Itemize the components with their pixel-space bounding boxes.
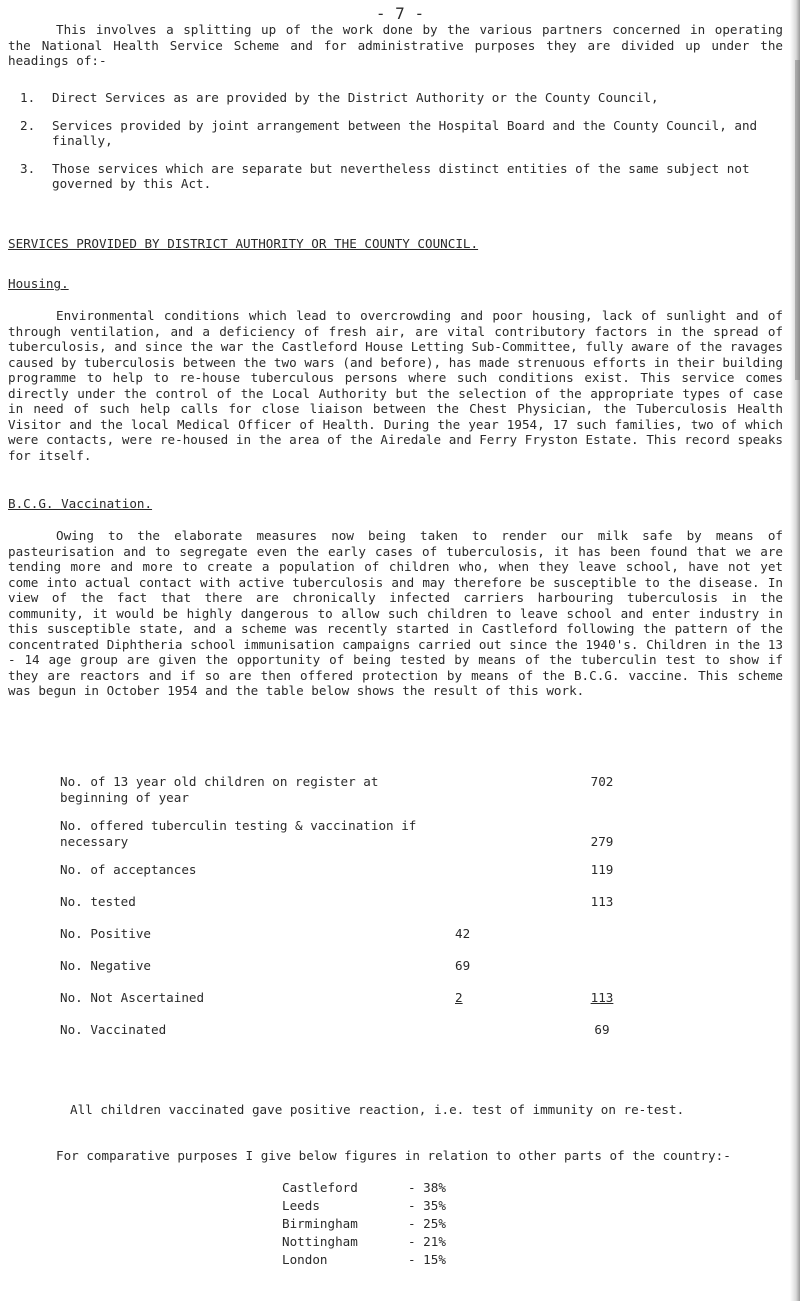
list-item: Nottingham - 21% — [282, 1234, 446, 1249]
table-row: No. Negative 69 — [60, 958, 471, 973]
list-item: 3. Those services which are separate but nevertheless distinct entities of the same subject not governed by this Act. — [20, 160, 750, 191]
list-item: Castleford - 38% — [282, 1180, 446, 1195]
housing-heading: Housing. — [8, 276, 69, 291]
comparison-list — [282, 1180, 502, 1270]
service-headings-list — [20, 90, 780, 204]
table-row: No. of 13 year old children on register at beginning of year 702 — [60, 774, 614, 805]
bcg-paragraph: Owing to the elaborate measures now being taken to render our milk safe by means of pasteurisation and to segregate even the early cases of tuberculosis, it has been found that we are tending more and more to create a population of children who, when they leave school, have not yet come into actual contact with active tuberculosis and may therefore be susceptible to the disease. In view of the fact that there are chronically infected carriers harbouring tuberculosis in the community, it would be highly dangerous to allow such children to leave school and enter industry in this susceptible state, and a scheme was recently started in Castleford following the pattern of the concentrated Diphtheria school immunisation campaigns carried out since the 1940's. Children in the 13 - 14 age group are given the opportunity of being tested by means of the tuberculin test to show if they are reactors and if so are then offered protection by means of the B.C.G. vaccine. This scheme was begun in October 1954 and the table below shows the result of this work. — [8, 528, 783, 698]
list-item: 2. Services provided by joint arrangement between the Hospital Board and the County Council, and finally, — [20, 117, 758, 148]
table-row: No. offered tuberculin testing & vaccination if necessary 279 — [60, 818, 614, 849]
table-row: No. Positive 42 — [60, 926, 471, 941]
table-row: No. of acceptances 119 — [60, 862, 614, 877]
list-item: Birmingham - 25% — [282, 1216, 446, 1231]
section-heading: SERVICES PROVIDED BY DISTRICT AUTHORITY OR THE COUNTY COUNCIL. — [8, 236, 479, 251]
list-item: Leeds - 35% — [282, 1198, 446, 1213]
list-item: 1. Direct Services as are provided by the District Authority or the County Council, — [20, 90, 659, 105]
table-row: No. tested 113 — [60, 894, 614, 909]
vaccination-note: All children vaccinated gave positive reaction, i.e. test of immunity on re-test. — [70, 1102, 685, 1117]
bcg-heading: B.C.G. Vaccination. — [8, 496, 153, 511]
list-item: London - 15% — [282, 1252, 446, 1267]
page-number: - 7 - — [375, 4, 425, 23]
housing-paragraph: Environmental conditions which lead to overcrowding and poor housing, lack of sunlight and of through ventilation, and a deficiency of fresh air, are vital contributory factors in the spread of tuberculosis, and since the war the Castleford House Letting Sub-Committee, fully aware of the ravages caused by tuberculosis between the two wars (and before), has made strenuous efforts in their building programme to help to re-house tuberculous persons where such conditions exist. This service comes directly under the control of the Local Authority but the selection of the appropriate types of case in need of such help calls for close liaison between the Chest Physician, the Tuberculosis Health Visitor and the local Medical Officer of Health. During the year 1954, 17 such families, two of which were contacts, were re-housed in the area of the Airedale and Ferry Fryston Estate. This record speaks for itself. — [8, 308, 783, 463]
vaccination-results-table — [60, 774, 710, 1054]
intro-paragraph: This involves a splitting up of the work done by the various partners concerned in operating the National Health Service Scheme and for administrative purposes they are divided up under the headings of:- — [8, 22, 783, 68]
comparative-intro: For comparative purposes I give below figures in relation to other parts of the country:- — [56, 1148, 731, 1163]
page-edge-mark — [795, 60, 800, 380]
table-row: No. Vaccinated 69 — [60, 1022, 610, 1037]
table-row: No. Not Ascertained 2 113 — [60, 990, 614, 1005]
